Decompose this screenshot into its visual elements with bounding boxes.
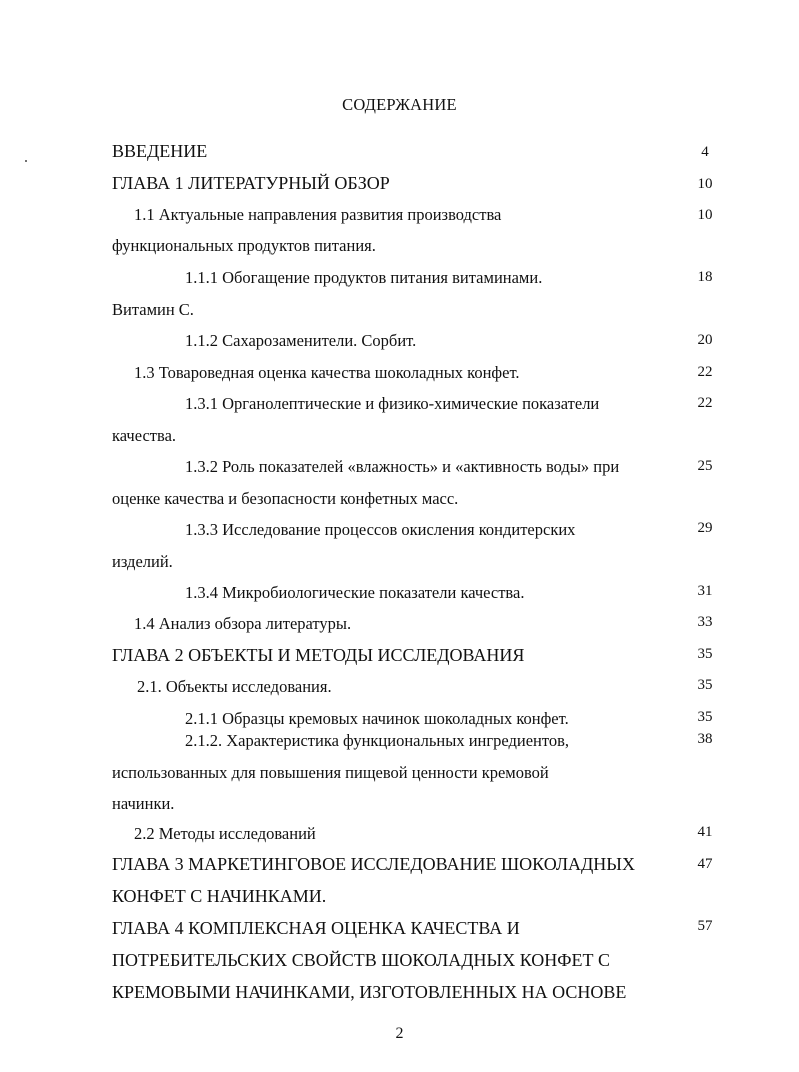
toc-entry-text: 1.3.4 Микробиологические показатели качества.: [185, 583, 525, 602]
toc-page-number: 22: [697, 364, 713, 380]
toc-page-number: 35: [697, 677, 713, 693]
toc-page-number: 20: [697, 332, 713, 348]
toc-page-number: 38: [697, 731, 713, 747]
toc-entry-text: 2.1.2. Характеристика функциональных ингредиентов,: [185, 731, 570, 750]
toc-page-number: 31: [697, 583, 713, 599]
toc-page-number: 10: [697, 207, 713, 223]
toc-entry-text: 1.1.1 Обогащение продуктов питания витаминами.: [185, 268, 543, 287]
toc-entry-text: 1.3.2 Роль показателей «влажность» и «активность воды» при: [185, 457, 620, 476]
toc-entry-text: 2.1. Объекты исследования.: [137, 677, 332, 696]
toc-entry-text: ГЛАВА 4 КОМПЛЕКСНАЯ ОЦЕНКА КАЧЕСТВА И: [112, 918, 520, 938]
toc-page-number: 47: [697, 856, 713, 872]
toc-entry-continuation: КОНФЕТ С НАЧИНКАМИ.: [112, 886, 327, 906]
toc-entry-continuation: использованных для повышения пищевой ценности кремовой: [112, 763, 549, 782]
toc-page-number: 29: [697, 520, 713, 536]
toc-entry-text: 1.3.3 Исследование процессов окисления кондитерских: [185, 520, 576, 539]
toc-page-number: 10: [697, 176, 713, 192]
toc-page-number: 25: [697, 458, 713, 474]
page-title: СОДЕРЖАНИЕ: [342, 95, 457, 114]
toc-entry-continuation: КРЕМОВЫМИ НАЧИНКАМИ, ИЗГОТОВЛЕННЫХ НА ОСНОВЕ: [112, 982, 627, 1002]
toc-entry-text: ГЛАВА 3 МАРКЕТИНГОВОЕ ИССЛЕДОВАНИЕ ШОКОЛАДНЫХ: [112, 854, 636, 874]
toc-entry-continuation: ПОТРЕБИТЕЛЬСКИХ СВОЙСТВ ШОКОЛАДНЫХ КОНФЕТ С: [112, 950, 610, 970]
toc-entry-continuation: функциональных продуктов питания.: [112, 236, 376, 255]
toc-entry-continuation: изделий.: [112, 552, 173, 571]
toc-page-number: 57: [697, 918, 713, 934]
toc-entry-text: 2.2 Методы исследований: [134, 824, 316, 843]
toc-entry-continuation: начинки.: [112, 794, 175, 813]
page-number-footer: 2: [395, 1025, 404, 1042]
toc-page-number: 41: [697, 824, 713, 840]
toc-page-number: 35: [697, 709, 713, 725]
toc-entry-continuation: оценке качества и безопасности конфетных масс.: [112, 489, 459, 508]
toc-entry-text: 1.1.2 Сахарозаменители. Сорбит.: [185, 331, 417, 350]
toc-page-number: 22: [697, 395, 713, 411]
toc-entry-text: ГЛАВА 1 ЛИТЕРАТУРНЫЙ ОБЗОР: [112, 173, 390, 193]
toc-entry-continuation: Витамин С.: [112, 300, 194, 319]
toc-page-number: 18: [697, 269, 713, 285]
toc-entry-text: 2.1.1 Образцы кремовых начинок шоколадных конфет.: [185, 709, 569, 728]
scan-speck: [25, 160, 27, 162]
toc-page-number: 33: [697, 614, 713, 630]
toc-entry-text: ГЛАВА 2 ОБЪЕКТЫ И МЕТОДЫ ИССЛЕДОВАНИЯ: [112, 645, 525, 665]
toc-entry-continuation: качества.: [112, 426, 177, 445]
toc-page-number: 35: [697, 646, 713, 662]
toc-entry-text: 1.4 Анализ обзора литературы.: [134, 614, 352, 633]
toc-entry-text: 1.1 Актуальные направления развития производства: [134, 205, 502, 224]
toc-page-number: 4: [701, 144, 709, 160]
toc-entry-text: ВВЕДЕНИЕ: [112, 141, 208, 161]
toc-entry-text: 1.3.1 Органолептические и физико-химические показатели: [185, 394, 600, 413]
toc-entry-text: 1.3 Товароведная оценка качества шоколадных конфет.: [134, 363, 520, 382]
